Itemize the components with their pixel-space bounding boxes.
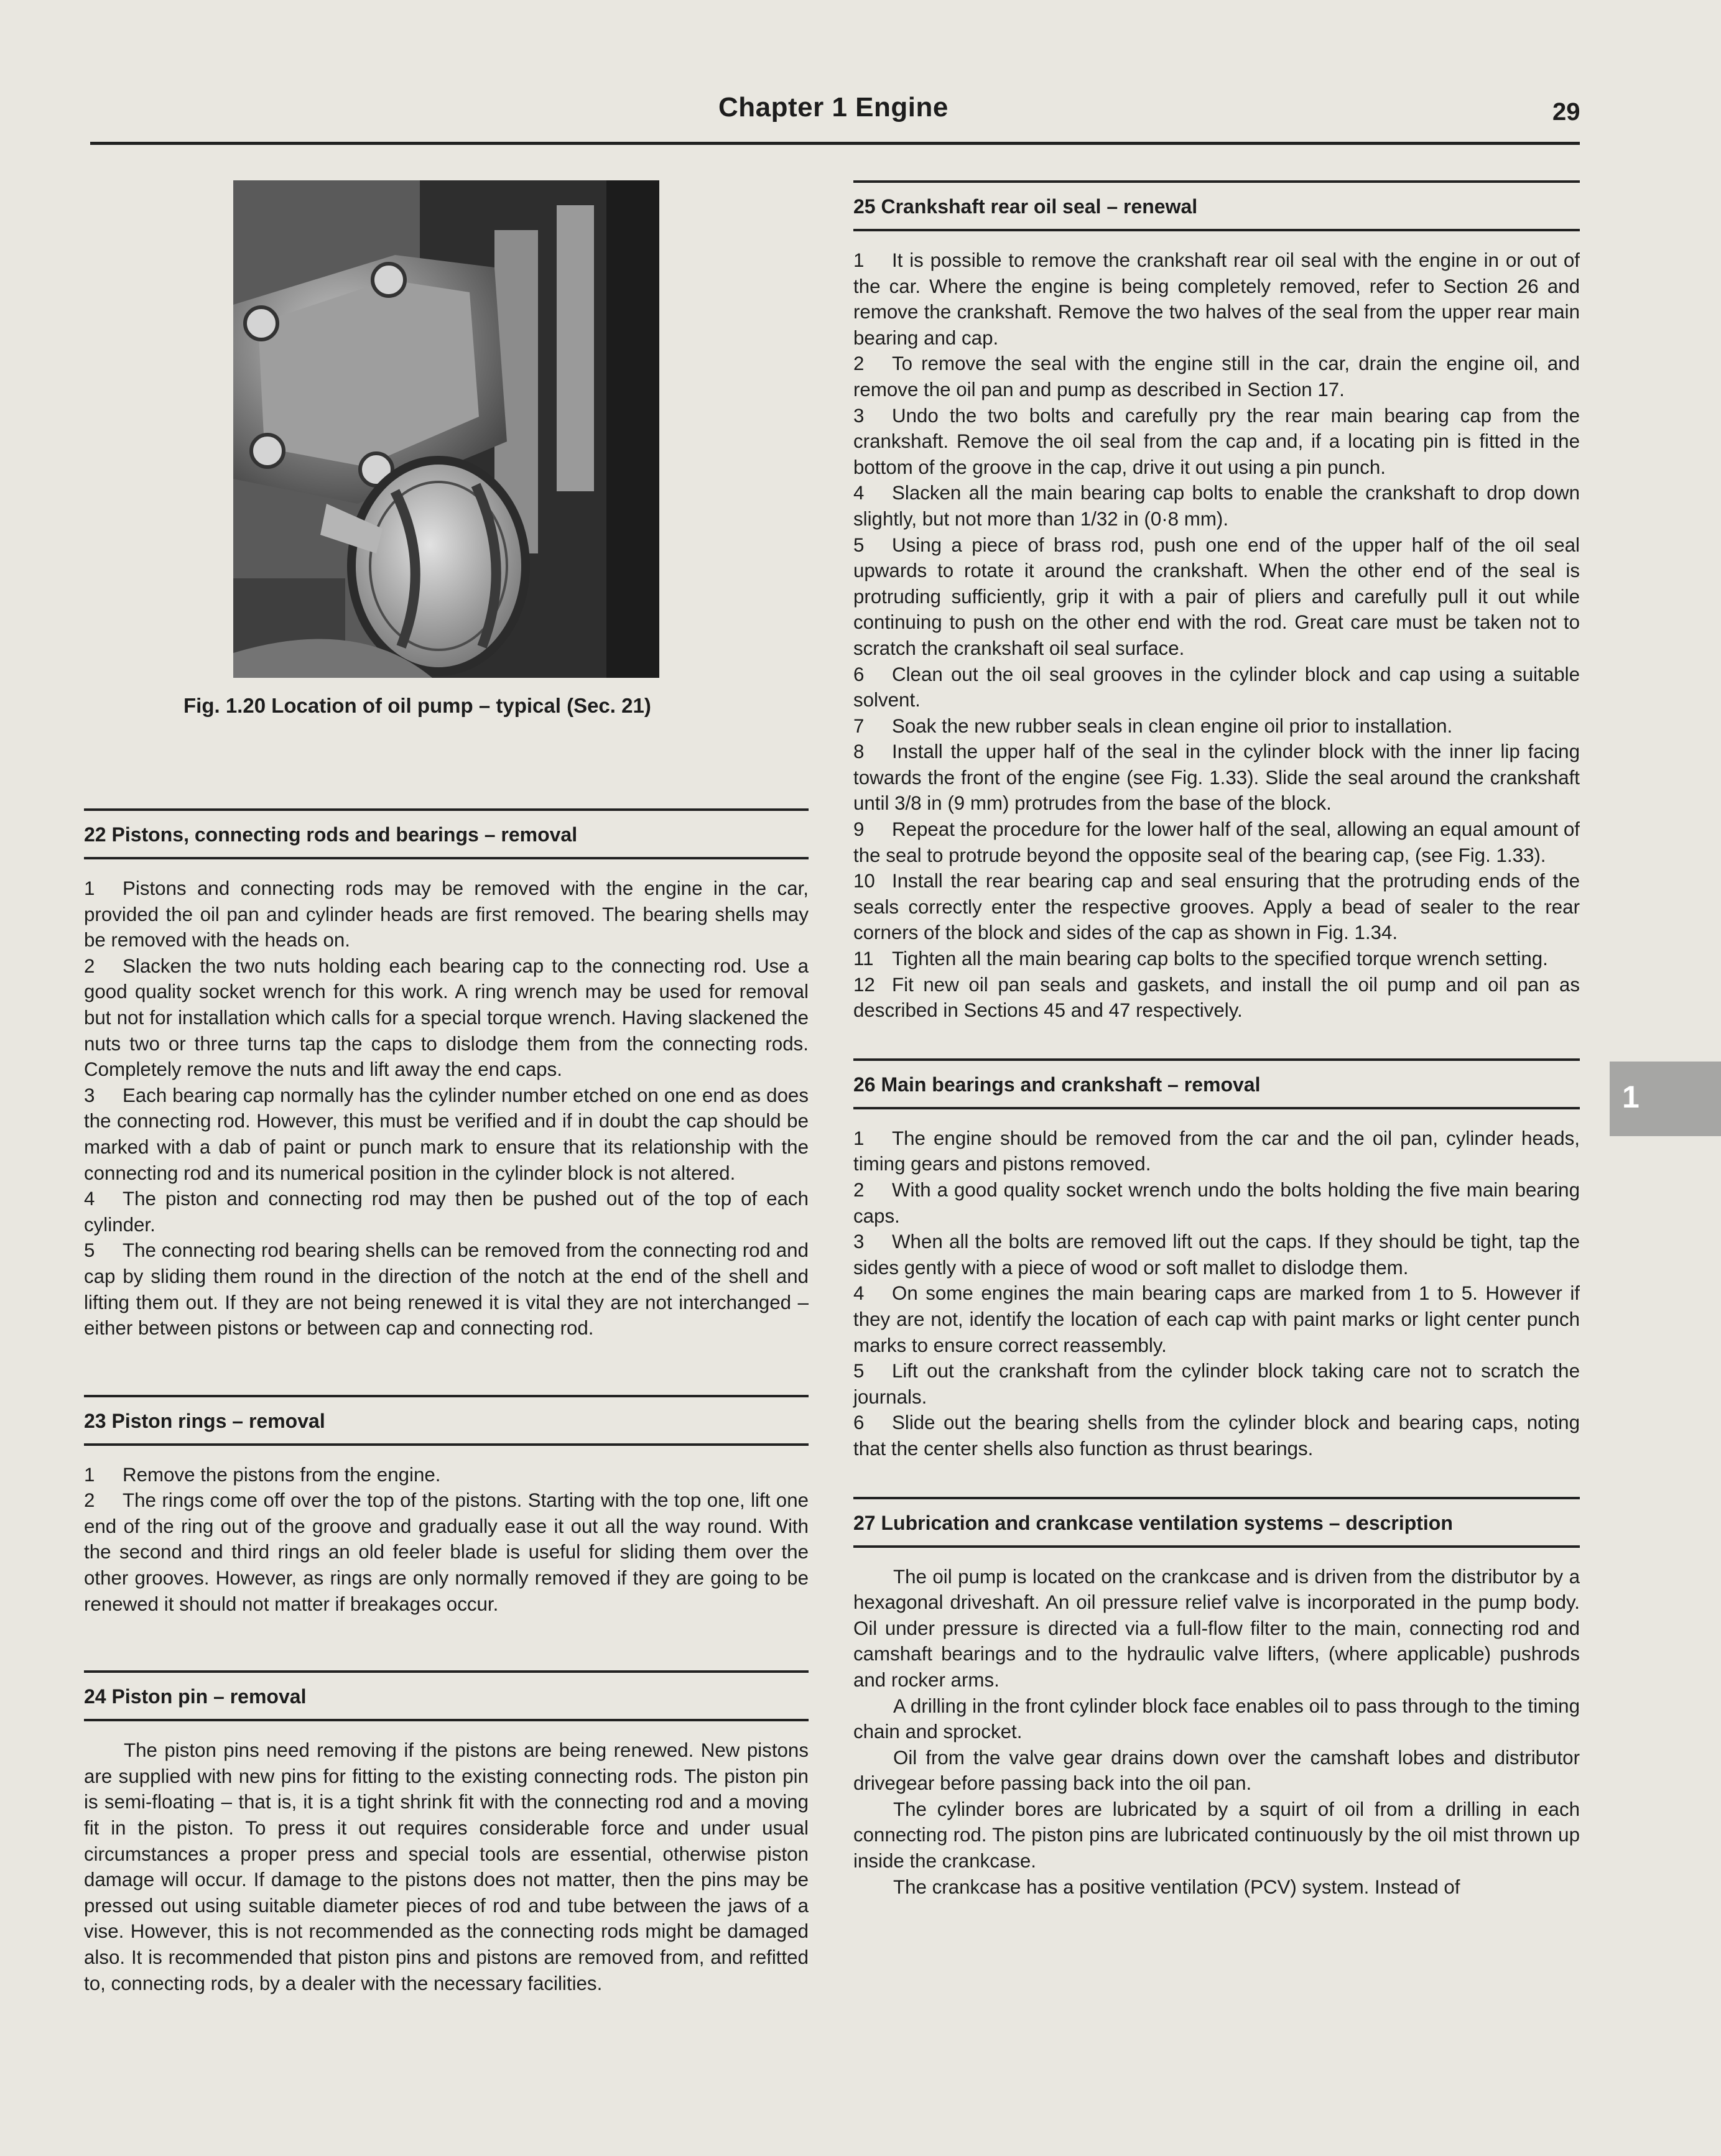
section-27-body (853, 1564, 1580, 1900)
left-column (84, 808, 809, 1996)
figure-caption: Fig. 1.20 Location of oil pump – typical (Sec. 21) (183, 694, 651, 717)
paragraph: 2 Slacken the two nuts holding each bearing cap to the connecting rod. Use a good quality socket wrench for this work. A ring wrench may be used for removal but not for installation which calls for a special torque wrench. Having slackened the nuts two or three turns tap the caps to dislodge them from the connecting rods. Completely remove the nuts and lift away the end caps. (84, 955, 809, 1081)
paragraph: The oil pump is located on the crankcase and is driven from the distributor by a hexagonal driveshaft. An oil pressure relief valve is incorporated in the pump body. Oil under pressure is directed via a full-flow filter to the main, connecting rod and camshaft bearings and to the hydraulic valve lifters, (where applicable) pushrods and rocker arms. (853, 1565, 1580, 1691)
paragraph: 7 Soak the new rubber seals in clean engine oil prior to installation. (853, 715, 1453, 737)
section-22 (84, 808, 809, 1341)
paragraph: The piston pins need removing if the pistons are being renewed. New pistons are supplied with new pins for fitting to the existing connecting rods. The piston pin is semi-floating – that is, it is a tight shrink fit with the connecting rod and a moving fit in the piston. To press it out requires considerable force and under usual circumstances a proper press and special tools are essential, otherwise piston damage will occur. If damage to the pistons does not matter, then the pins may be pressed out using suitable diameter pieces of rod and tube between the jaws of a vise. However, this is not recommended as the connecting rods might be damaged also. It is recommended that piston pins and pistons are removed from, and refitted to, connecting rods, by a dealer with the necessary facilities. (84, 1739, 809, 1994)
paragraph: 3 Each bearing cap normally has the cylinder number etched on one end as does the connecting rod. However, this must be verified and if in doubt the cap should be marked with a dab of paint or punch mark to ensure that its relationship with the connecting rod and its numerical position in the cylinder block is not altered. (84, 1084, 809, 1184)
paragraph: 2 With a good quality socket wrench undo the bolts holding the five main bearing caps. (853, 1179, 1580, 1227)
section-23-title: 23 Piston rings – removal (84, 1395, 809, 1446)
paragraph: 12 Fit new oil pan seals and gaskets, and install the oil pump and oil pan as described in Sections 45 and 47 respectively. (853, 973, 1580, 1022)
oil-pump-photo (233, 180, 659, 678)
section-24-title: 24 Piston pin – removal (84, 1670, 809, 1721)
section-22-title: 22 Pistons, connecting rods and bearings – removal (84, 808, 809, 859)
section-25-body (853, 248, 1580, 1024)
paragraph: 9 Repeat the procedure for the lower half of the seal, allowing an equal amount of the seal to protrude beyond the opposite seal of the bearing cap, (see Fig. 1.33). (853, 818, 1580, 866)
paragraph: The crankcase has a positive ventilation (PCV) system. Instead of (893, 1876, 1460, 1898)
right-column (853, 180, 1580, 1900)
paragraph: 3 When all the bolts are removed lift out the caps. If they should be tight, tap the sides gently with a piece of wood or soft mallet to dislodge them. (853, 1231, 1580, 1279)
section-24 (84, 1670, 809, 1996)
paragraph: 8 Install the upper half of the seal in the cylinder block with the inner lip facing towards the front of the engine (see Fig. 1.33). Slide the seal around the crankshaft until 3/8 in (9 mm) protrudes from the base of the block. (853, 741, 1580, 815)
paragraph: 6 Slide out the bearing shells from the cylinder block and bearing caps, noting that the center shells also function as thrust bearings. (853, 1412, 1580, 1460)
paragraph: The cylinder bores are lubricated by a squirt of oil from a drilling in each connecting rod. The piston pins are lubricated continuously by the oil mist thrown up inside the crankcase. (853, 1798, 1580, 1872)
paragraph: 10 Install the rear bearing cap and seal ensuring that the protruding ends of the seals correctly enter the respective grooves. Apply a bead of sealer to the rear corners of the block and sides of the cap as shown in Fig. 1.34. (853, 870, 1580, 944)
paragraph: 5 Lift out the crankshaft from the cylinder block taking care not to scratch the journals. (853, 1360, 1580, 1408)
paragraph: 1 Pistons and connecting rods may be removed with the engine in the car, provided the oil pan and cylinder heads are first removed. The bearing shells may be removed with the heads on. (84, 877, 809, 951)
section-26-body (853, 1126, 1580, 1462)
header-rule (90, 142, 1580, 145)
paragraph: A drilling in the front cylinder block face enables oil to pass through to the timing chain and sprocket. (853, 1695, 1580, 1743)
paragraph: 2 The rings come off over the top of the pistons. Starting with the top one, lift one end of the ring out of the groove and gradually ease it out all the way round. With the second and third rings an old feeler blade is useful for sliding them over the other grooves. However, as rings are only normally removed if they are going to be renewed it should not matter if breakages occur. (84, 1489, 809, 1615)
paragraph: 5 The connecting rod bearing shells can be removed from the connecting rod and cap by sliding them round in the direction of the notch at the end of the shell and lifting them out. If they are not being renewed it is vital they are not interchanged – either between pistons or between cap and connecting rod. (84, 1239, 809, 1339)
section-25 (853, 180, 1580, 1024)
section-25-title: 25 Crankshaft rear oil seal – renewal (853, 180, 1580, 231)
engine-photo-illustration (233, 180, 659, 678)
page-number: 29 (1552, 98, 1580, 126)
paragraph: 1 Remove the pistons from the engine. (84, 1463, 441, 1486)
paragraph: 2 To remove the seal with the engine still in the car, drain the engine oil, and remove the oil pan and pump as described in Section 17. (853, 353, 1580, 400)
paragraph: 6 Clean out the oil seal grooves in the cylinder block and cap using a suitable solvent. (853, 663, 1580, 711)
chapter-tab-number: 1 (1622, 1080, 1640, 1114)
paragraph: 1 It is possible to remove the crankshaft rear oil seal with the engine in or out of the car. Where the engine is being completely removed, refer to Section 26 and remove the crankshaft. Remove the two halves of the seal from the upper rear main bearing and cap. (853, 249, 1580, 349)
paragraph: 1 The engine should be removed from the car and the oil pan, cylinder heads, timing gears and pistons removed. (853, 1127, 1580, 1175)
chapter-tab (1610, 1062, 1721, 1136)
paragraph: 3 Undo the two bolts and carefully pry the rear main bearing cap from the crankshaft. Remove the oil seal from the cap and, if a locating pin is fitted in the bottom of the groove in the cap, drive it out using a pin punch. (853, 404, 1580, 478)
chapter-title: Chapter 1 Engine (718, 92, 949, 123)
paragraph: 11 Tighten all the main bearing cap bolts to the specified torque wrench setting. (853, 948, 1548, 970)
section-26-title: 26 Main bearings and crankshaft – removal (853, 1058, 1580, 1109)
paragraph: 4 The piston and connecting rod may then be pushed out of the top of each cylinder. (84, 1188, 809, 1236)
section-24-body (84, 1737, 809, 1996)
section-23-body (84, 1462, 809, 1617)
paragraph: 4 On some engines the main bearing caps are marked from 1 to 5. However if they are not, identify the location of each cap with paint marks or light center punch marks to ensure correct reassembly. (853, 1282, 1580, 1356)
section-26 (853, 1058, 1580, 1462)
section-27-title: 27 Lubrication and crankcase ventilation systems – description (853, 1497, 1580, 1548)
section-27 (853, 1497, 1580, 1900)
paragraph: Oil from the valve gear drains down over the camshaft lobes and distributor drivegear before passing back into the oil pan. (853, 1746, 1580, 1795)
section-22-body (84, 876, 809, 1341)
paragraph: 5 Using a piece of brass rod, push one end of the upper half of the oil seal upwards to rotate it around the crankshaft. When the other end of the seal is protruding sufficiently, grip it with a pair of pliers and carefully pull it out while continuing to push on the other end with the rod. Great care must be taken not to scratch the crankshaft oil seal surface. (853, 534, 1580, 659)
paragraph: 4 Slacken all the main bearing cap bolts to enable the crankshaft to drop down slightly, but not more than 1/32 in (0·8 mm). (853, 482, 1580, 530)
section-23 (84, 1395, 809, 1617)
